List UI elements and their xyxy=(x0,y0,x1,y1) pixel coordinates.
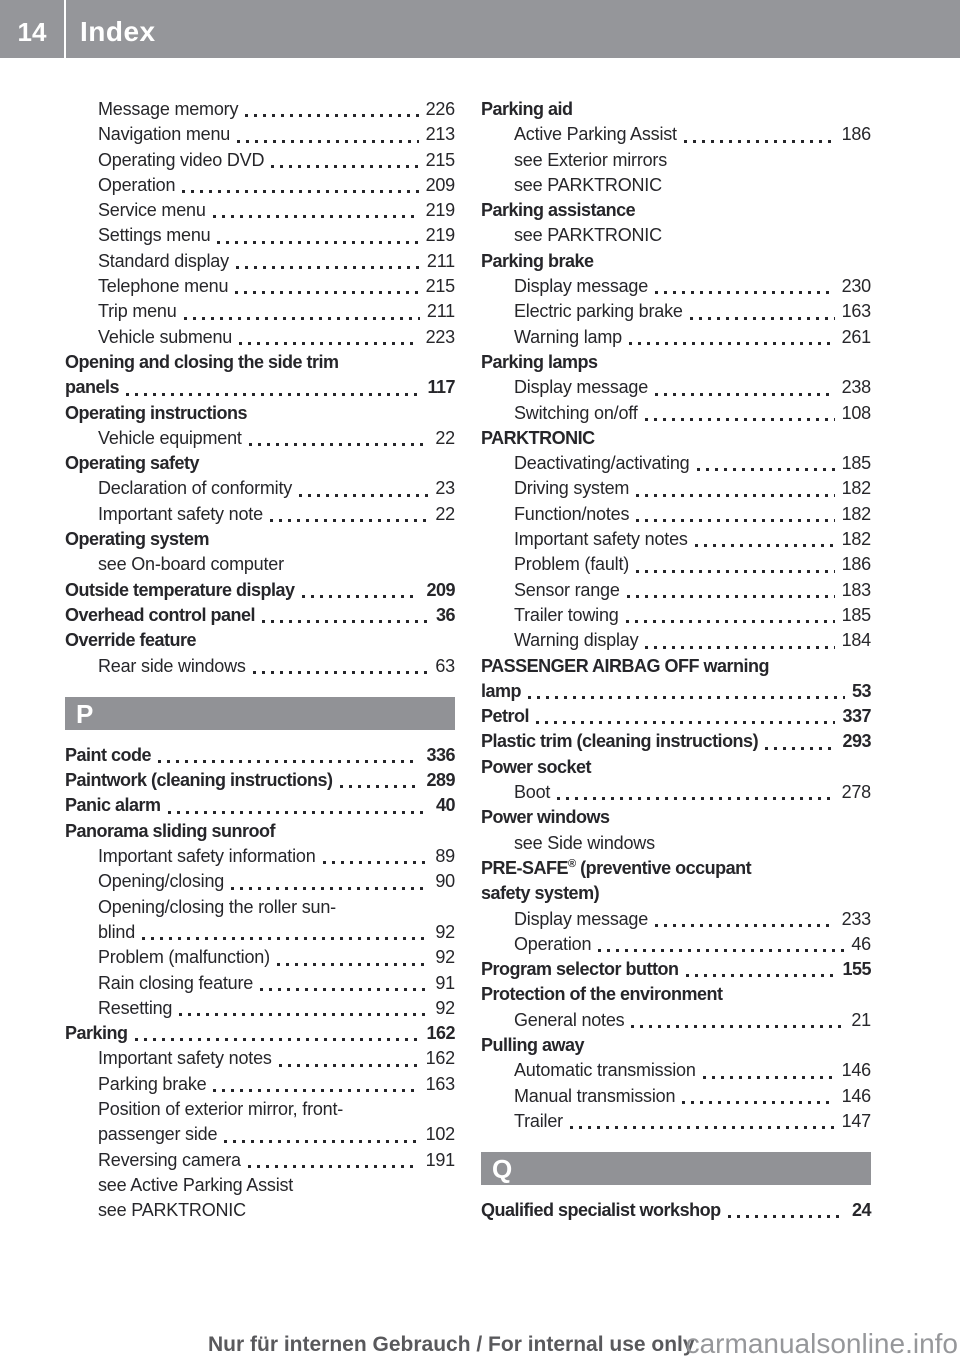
index-entry xyxy=(481,451,871,476)
index-entry xyxy=(65,198,455,223)
index-entry xyxy=(481,628,871,653)
entry-label: Petrol xyxy=(481,706,530,727)
entry-label: Display message xyxy=(514,908,649,929)
entry-label: Plastic trim (cleaning instructions) xyxy=(481,731,759,752)
entry-page-number: 223 xyxy=(425,326,455,347)
index-entry xyxy=(481,603,871,628)
entry-label: PRE-SAFE® (preventive occupant xyxy=(481,857,752,878)
index-entry xyxy=(65,869,455,894)
index-entry xyxy=(481,1198,871,1223)
entry-page-number: 186 xyxy=(841,554,871,575)
index-entry xyxy=(65,971,455,996)
entry-page-number: 186 xyxy=(841,124,871,145)
entry-label: Trip menu xyxy=(98,301,177,322)
index-entry xyxy=(481,375,871,400)
dot-leader xyxy=(270,519,428,522)
entry-label: Operation xyxy=(98,174,176,195)
index-entry xyxy=(65,920,455,945)
index-entry xyxy=(481,350,871,375)
index-entry xyxy=(481,527,871,552)
entry-label: see Active Parking Assist xyxy=(98,1174,294,1195)
entry-label: Driving system xyxy=(514,478,630,499)
index-entry xyxy=(65,996,455,1021)
entry-page-number: 184 xyxy=(841,630,871,651)
entry-page-number: 182 xyxy=(841,529,871,550)
dot-leader xyxy=(655,393,835,396)
index-entry xyxy=(65,476,455,501)
entry-page-number: 92 xyxy=(435,997,455,1018)
dot-leader xyxy=(536,721,835,724)
entry-label: Program selector button xyxy=(481,959,679,980)
entry-page-number: 219 xyxy=(425,225,455,246)
entry-page-number: 163 xyxy=(425,1073,455,1094)
entry-label: Settings menu xyxy=(98,225,211,246)
section-header-p xyxy=(65,697,455,730)
index-entry xyxy=(481,1033,871,1058)
entry-page-number: 23 xyxy=(435,478,455,499)
entry-label: Vehicle submenu xyxy=(98,326,233,347)
index-column-left xyxy=(65,97,455,1223)
dot-leader xyxy=(299,494,428,497)
dot-leader xyxy=(626,620,835,623)
index-entry xyxy=(65,945,455,970)
index-entry xyxy=(481,881,871,906)
entry-page-number: 108 xyxy=(841,402,871,423)
entry-page-number: 293 xyxy=(842,731,871,752)
entry-page-number: 183 xyxy=(841,579,871,600)
index-entry xyxy=(481,1008,871,1033)
entry-page-number: 53 xyxy=(851,680,871,701)
entry-page-number: 233 xyxy=(841,908,871,929)
index-entry xyxy=(65,578,455,603)
dot-leader xyxy=(279,1064,419,1067)
entry-label: General notes xyxy=(514,1009,625,1030)
index-entry xyxy=(65,1148,455,1173)
entry-page-number: 102 xyxy=(425,1124,455,1145)
index-entry xyxy=(481,578,871,603)
index-entry xyxy=(481,97,871,122)
entry-label: Qualified specialist workshop xyxy=(481,1200,721,1221)
entry-label: Opening and closing the side trim xyxy=(65,351,339,372)
dot-leader xyxy=(271,165,418,168)
dot-leader xyxy=(636,519,834,522)
entry-page-number: 90 xyxy=(435,871,455,892)
section-letter: P xyxy=(76,698,94,729)
internal-use-notice: Nur für internen Gebrauch / For internal use only xyxy=(208,1333,695,1356)
index-entry xyxy=(481,907,871,932)
dot-leader xyxy=(690,317,835,320)
entry-page-number: 336 xyxy=(426,744,455,765)
registered-trademark: ® xyxy=(568,857,576,870)
entry-page-number: 182 xyxy=(841,503,871,524)
dot-leader xyxy=(627,595,835,598)
dot-leader xyxy=(213,1089,418,1092)
entry-label: Service menu xyxy=(98,200,206,221)
page-number: 14 xyxy=(17,16,47,47)
dot-leader xyxy=(248,1165,419,1168)
entry-label: Rain closing feature xyxy=(98,972,254,993)
entry-label: blind xyxy=(98,921,136,942)
index-entry xyxy=(65,552,455,577)
entry-label: Operating safety xyxy=(65,453,200,474)
entry-page-number: 289 xyxy=(426,770,455,791)
entry-label: Operating video DVD xyxy=(98,149,265,170)
dot-leader xyxy=(598,949,844,952)
entry-page-number: 191 xyxy=(425,1149,455,1170)
entry-page-number: 21 xyxy=(851,1009,871,1030)
entry-label: see Exterior mirrors xyxy=(514,149,668,170)
entry-label: Function/notes xyxy=(514,503,630,524)
index-entry xyxy=(65,768,455,793)
index-entry xyxy=(65,426,455,451)
dot-leader xyxy=(703,1076,835,1079)
index-entry xyxy=(65,895,455,920)
entry-label: PARKTRONIC xyxy=(481,427,595,448)
dot-leader xyxy=(629,342,835,345)
index-entry xyxy=(65,819,455,844)
dot-leader xyxy=(302,595,420,598)
entry-label: Important safety notes xyxy=(98,1048,272,1069)
dot-leader xyxy=(182,190,418,193)
entry-label: Operating system xyxy=(65,529,210,550)
dot-leader xyxy=(236,266,420,269)
index-entry xyxy=(65,1046,455,1071)
index-entry xyxy=(65,173,455,198)
dot-leader xyxy=(686,974,836,977)
entry-label: see PARKTRONIC xyxy=(514,174,662,195)
entry-label: Standard display xyxy=(98,250,229,271)
entry-label: Parking brake xyxy=(98,1073,207,1094)
dot-leader xyxy=(645,418,835,421)
index-entry xyxy=(65,274,455,299)
dot-leader xyxy=(262,620,429,623)
index-entry xyxy=(65,249,455,274)
dot-leader xyxy=(655,291,835,294)
index-entry xyxy=(481,249,871,274)
entry-label: Important safety note xyxy=(98,503,263,524)
page-header xyxy=(0,0,960,58)
index-entry xyxy=(481,1058,871,1083)
dot-leader xyxy=(645,646,834,649)
index-entry xyxy=(481,274,871,299)
dot-leader xyxy=(765,747,835,750)
dot-leader xyxy=(231,887,428,890)
dot-leader xyxy=(695,544,835,547)
dot-leader xyxy=(340,785,420,788)
dot-leader xyxy=(237,140,418,143)
index-entry xyxy=(65,1122,455,1147)
dot-leader xyxy=(158,760,419,763)
entry-label: Paintwork (cleaning instructions) xyxy=(65,770,333,791)
index-entry xyxy=(481,957,871,982)
index-entry xyxy=(65,654,455,679)
dot-leader xyxy=(684,140,835,143)
index-entry xyxy=(65,502,455,527)
index-entry xyxy=(65,299,455,324)
entry-page-number: 226 xyxy=(425,99,455,119)
index-entry xyxy=(65,451,455,476)
index-entry xyxy=(481,805,871,830)
dot-leader xyxy=(655,924,835,927)
entry-label: Operating instructions xyxy=(65,402,248,423)
entry-page-number: 213 xyxy=(425,124,455,145)
entry-label: Problem (malfunction) xyxy=(98,947,270,968)
entry-label: Power windows xyxy=(481,807,610,828)
entry-label: Deactivating/activating xyxy=(514,453,690,474)
entry-label: Sensor range xyxy=(514,579,620,600)
index-entry xyxy=(481,173,871,198)
entry-label: Parking lamps xyxy=(481,351,598,372)
index-entry xyxy=(481,831,871,856)
entry-page-number: 147 xyxy=(841,1110,871,1131)
entry-page-number: 215 xyxy=(425,276,455,297)
index-entry xyxy=(65,527,455,552)
dot-leader xyxy=(323,861,429,864)
entry-page-number: 238 xyxy=(841,377,871,398)
entry-label: Trailer xyxy=(514,1110,563,1131)
entry-page-number: 185 xyxy=(841,604,871,625)
index-entry xyxy=(65,223,455,248)
index-entry xyxy=(481,552,871,577)
entry-page-number: 211 xyxy=(426,250,455,271)
entry-label: Rear side windows xyxy=(98,655,246,676)
entry-page-number: 63 xyxy=(435,655,455,676)
dot-leader xyxy=(557,797,834,800)
entry-label: Warning lamp xyxy=(514,326,622,347)
dot-leader xyxy=(135,1038,420,1041)
index-entry xyxy=(65,628,455,653)
entry-label: Automatic transmission xyxy=(514,1060,696,1081)
dot-leader xyxy=(126,393,420,396)
entry-label: Active Parking Assist xyxy=(514,124,677,145)
section-letter: Q xyxy=(492,1154,513,1185)
entry-label: Pulling away xyxy=(481,1034,585,1055)
index-entry xyxy=(65,743,455,768)
entry-label: Display message xyxy=(514,276,649,297)
entry-label: Parking assistance xyxy=(481,200,636,221)
index-entry xyxy=(481,223,871,248)
index-entry xyxy=(481,982,871,1007)
entry-page-number: 209 xyxy=(426,579,455,600)
dot-leader xyxy=(636,494,834,497)
entry-label: Boot xyxy=(514,782,551,803)
entry-label: lamp xyxy=(481,680,522,701)
dot-leader xyxy=(277,963,429,966)
entry-label: Warning display xyxy=(514,630,639,651)
entry-page-number: 22 xyxy=(435,503,455,524)
entry-label: Override feature xyxy=(65,630,197,651)
entry-label: Telephone menu xyxy=(98,276,229,297)
entry-label: Resetting xyxy=(98,997,173,1018)
dot-leader xyxy=(239,342,418,345)
entry-label: see PARKTRONIC xyxy=(98,1200,246,1221)
entry-page-number: 230 xyxy=(841,276,871,297)
entry-label: Important safety information xyxy=(98,846,316,867)
entry-label: Power socket xyxy=(481,756,592,777)
index-entry xyxy=(481,426,871,451)
entry-label: Display message xyxy=(514,377,649,398)
entry-page-number: 219 xyxy=(425,200,455,221)
index-entry xyxy=(481,325,871,350)
index-entry xyxy=(65,1097,455,1122)
entry-page-number: 36 xyxy=(435,604,455,625)
entry-page-number: 278 xyxy=(841,782,871,803)
entry-label: Parking xyxy=(65,1023,128,1044)
entry-label: Message memory xyxy=(98,99,239,119)
entry-page-number: 162 xyxy=(426,1023,455,1044)
entry-page-number: 337 xyxy=(842,706,871,727)
entry-label: Problem (fault) xyxy=(514,554,630,575)
entry-label: PASSENGER AIRBAG OFF warning xyxy=(481,655,770,676)
page-title: Index xyxy=(80,16,156,47)
entry-label: Navigation menu xyxy=(98,124,231,145)
entry-label: Outside temperature display xyxy=(65,579,295,600)
index-entry xyxy=(481,148,871,173)
index-entry xyxy=(65,122,455,147)
entry-label: see Side windows xyxy=(514,832,655,853)
dot-leader xyxy=(245,114,418,117)
entry-label: safety system) xyxy=(481,883,600,904)
entry-label: Electric parking brake xyxy=(514,301,683,322)
entry-label: see On-board computer xyxy=(98,554,284,575)
dot-leader xyxy=(528,696,845,699)
dot-leader xyxy=(728,1215,845,1218)
index-column-right xyxy=(481,97,871,1223)
dot-leader xyxy=(179,1013,428,1016)
entry-page-number: 261 xyxy=(841,326,871,347)
index-entry xyxy=(481,502,871,527)
entry-page-number: 146 xyxy=(841,1085,871,1106)
index-entry xyxy=(65,844,455,869)
watermark-text: carmanualsonline.info xyxy=(685,1328,958,1359)
entry-page-number: 215 xyxy=(425,149,455,170)
dot-leader xyxy=(224,1140,418,1143)
index-columns xyxy=(65,97,871,1223)
index-entry xyxy=(481,679,871,704)
dot-leader xyxy=(631,1025,844,1028)
entry-label: Overhead control panel xyxy=(65,604,256,625)
entry-page-number: 91 xyxy=(435,972,455,993)
entry-label: Trailer towing xyxy=(514,604,619,625)
index-entry xyxy=(481,1084,871,1109)
entry-label: Parking brake xyxy=(481,250,594,271)
index-entry xyxy=(65,1198,455,1223)
entry-label: Protection of the environment xyxy=(481,984,723,1005)
index-entry xyxy=(481,780,871,805)
entry-page-number: 209 xyxy=(425,174,455,195)
entry-page-number: 182 xyxy=(841,478,871,499)
entry-label: Switching on/off xyxy=(514,402,638,423)
dot-leader xyxy=(142,937,428,940)
dot-leader xyxy=(636,570,835,573)
index-entry xyxy=(481,1109,871,1134)
index-entry xyxy=(65,793,455,818)
dot-leader xyxy=(253,671,429,674)
index-entry xyxy=(481,704,871,729)
entry-page-number: 89 xyxy=(435,846,455,867)
entry-page-number: 117 xyxy=(427,377,455,398)
dot-leader xyxy=(570,1126,835,1129)
index-entry xyxy=(65,148,455,173)
entry-label: Panic alarm xyxy=(65,795,161,816)
index-entry xyxy=(65,97,455,122)
index-entry xyxy=(65,1173,455,1198)
entry-label: Parking aid xyxy=(481,99,573,119)
entry-label: Manual transmission xyxy=(514,1085,676,1106)
index-entry xyxy=(481,932,871,957)
entry-page-number: 92 xyxy=(435,947,455,968)
dot-leader xyxy=(235,291,418,294)
entry-label: see PARKTRONIC xyxy=(514,225,662,246)
index-entry xyxy=(481,654,871,679)
entry-label: Panorama sliding sunroof xyxy=(65,820,276,841)
entry-page-number: 22 xyxy=(435,427,455,448)
entry-label: Paint code xyxy=(65,744,152,765)
dot-leader xyxy=(213,215,419,218)
entry-page-number: 46 xyxy=(851,933,871,954)
entry-page-number: 24 xyxy=(851,1200,871,1221)
entry-page-number: 146 xyxy=(841,1060,871,1081)
section-header-q xyxy=(481,1152,871,1185)
index-entry xyxy=(481,856,871,881)
dot-leader xyxy=(260,988,428,991)
index-entry xyxy=(481,729,871,754)
dot-leader xyxy=(168,811,429,814)
index-entry xyxy=(481,198,871,223)
index-entry xyxy=(481,401,871,426)
entry-label: Declaration of conformity xyxy=(98,478,293,499)
dot-leader xyxy=(184,317,420,320)
entry-page-number: 163 xyxy=(841,301,871,322)
index-entry xyxy=(481,476,871,501)
index-entry xyxy=(65,1072,455,1097)
index-entry xyxy=(65,325,455,350)
dot-leader xyxy=(697,468,835,471)
entry-label: Opening/closing xyxy=(98,871,225,892)
entry-label: Important safety notes xyxy=(514,529,688,550)
entry-label: passenger side xyxy=(98,1124,218,1145)
index-entry xyxy=(481,299,871,324)
entry-label: Position of exterior mirror, front- xyxy=(98,1098,344,1119)
index-entry xyxy=(481,122,871,147)
dot-leader xyxy=(249,443,429,446)
index-entry xyxy=(481,755,871,780)
index-entry xyxy=(65,350,455,375)
entry-page-number: 211 xyxy=(426,301,455,322)
header-divider xyxy=(64,0,66,58)
entry-label: panels xyxy=(65,377,120,398)
index-entry xyxy=(65,603,455,628)
entry-page-number: 185 xyxy=(841,453,871,474)
entry-page-number: 92 xyxy=(435,921,455,942)
entry-page-number: 162 xyxy=(425,1048,455,1069)
dot-leader xyxy=(217,241,418,244)
index-entry xyxy=(65,375,455,400)
index-entry xyxy=(65,1021,455,1046)
dot-leader xyxy=(682,1101,834,1104)
entry-page-number: 155 xyxy=(842,959,871,980)
entry-label: Reversing camera xyxy=(98,1149,241,1170)
entry-label: Opening/closing the roller sun- xyxy=(98,896,336,917)
index-entry xyxy=(65,401,455,426)
entry-label: Operation xyxy=(514,933,592,954)
entry-label: Vehicle equipment xyxy=(98,427,242,448)
entry-page-number: 40 xyxy=(435,795,455,816)
